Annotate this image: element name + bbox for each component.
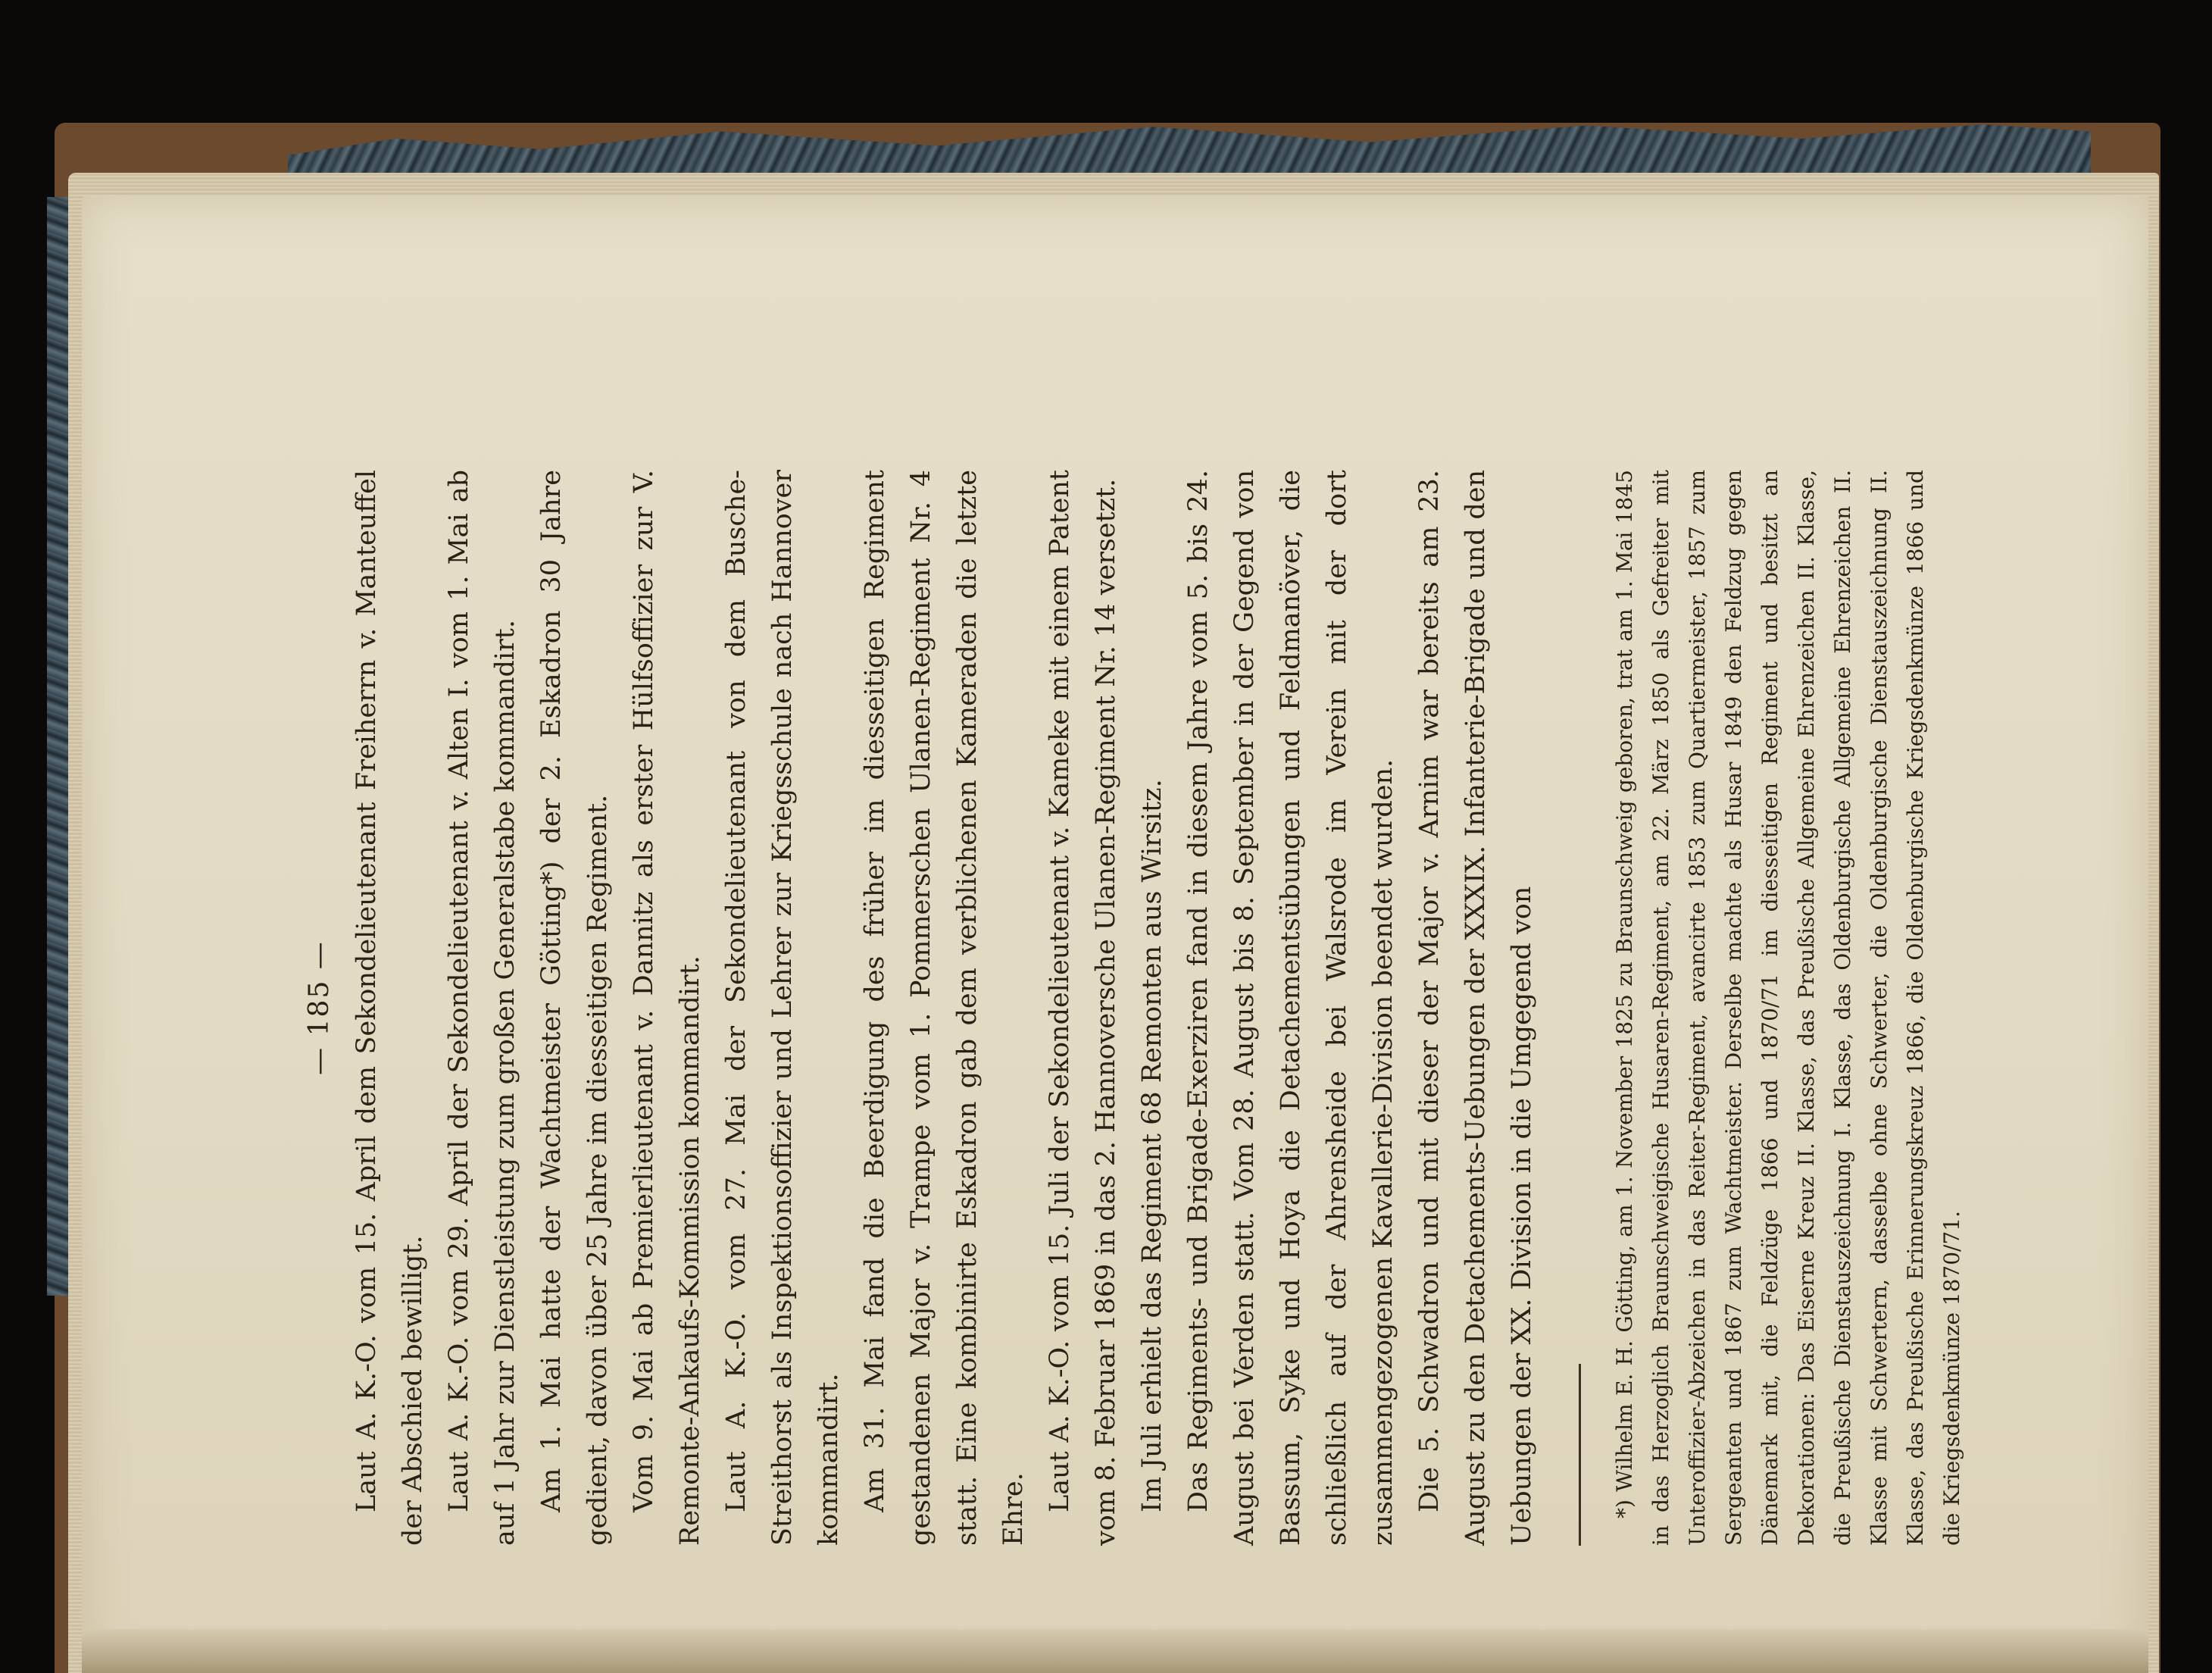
paragraph: Das Regiments- und Brigade-Exerziren fand in diesem Jahre vom 5. bis 24. August bei Verden statt. Vom 28. August bis 8. September in der Gegend von Bassum, Syke und Hoya die Detachementsübungen und Feldmanöver, die schließlich auf der Ahrensheide bei Walsrode im Verein mit der dort zusammengezogenen Kavallerie-Division beendet wurden. [1183,470,1398,1546]
rotated-text-block [295,470,1964,1546]
paragraph: Laut A. K.-O. vom 29. April der Sekondelieutenant v. Alten I. vom 1. Mai ab auf 1 Jahr zur Dienstleistung zum großen Generalstabe kommandirt. [444,470,520,1546]
footnote [1607,470,1970,1546]
paragraph: Laut A. K.-O. vom 15. April dem Sekondelieutenant Freiherrn v. Manteuffel der Abschied bewilligt. [351,470,428,1546]
page-number: — 185 — [304,940,335,1075]
footnote-rule [1579,1364,1581,1546]
footnote-text: *) Wilhelm E. H. Götting, am 1. November 1825 zu Braunschweig geboren, trat am 1. Mai 1845 in das Herzoglich Braunschweigische Husaren-Regiment, am 22. März 1850 als Gefreiter mit Unteroffizier-Abzeichen in das Reiter-Regiment, avancirte 1853 zum Quartiermeister, 1857 zum Sergeanten und 1867 zum Wachtmeister. Derselbe machte als Husar 1849 den Feldzug gegen Dänemark mit, die Feldzüge 1866 und 1870/71 im diesseitigen Regiment und besitzt an Dekorationen: Das Eiserne Kreuz II. Klasse, das Preußische Allgemeine Ehrenzeichen II. Klasse, die Preußische Dienstauszeichnung I. Klasse, das Oldenburgische Allgemeine Ehrenzeichen II. Klasse mit Schwertern, dasselbe ohne Schwerter, die Oldenburgische Dienstauszeichnung II. Klasse, das Preußische Erinnerungskreuz 1866, die Oldenburgische Kriegsdenkmünze 1866 und die Kriegsdenkmünze 1870/71. [1612,470,1964,1546]
page-gutter [82,1629,2148,1673]
body-text [344,470,1545,1546]
paragraph: Im Juli erhielt das Regiment 68 Remonten aus Wirsitz. [1137,779,1167,1512]
paragraph: Die 5. Schwadron und mit dieser der Major v. Arnim war bereits am 23. August zu den Detachements-Uebungen der XXXIX. Infanterie-Brigade und den Uebungen der XX. Division in die Umgegend von [1414,470,1537,1546]
paragraph: Am 31. Mai fand die Beerdigung des früher im diesseitigen Regiment gestandenen Major v. Trampe vom 1. Pommerschen Ulanen-Regiment Nr. 4 statt. Eine kombinirte Eskadron gab dem verblichenen Kameraden die letzte Ehre. [860,470,1029,1546]
paragraph: Laut A. K.-O. vom 15. Juli der Sekondelieutenant v. Kameke mit einem Patent vom 8. Februar 1869 in das 2. Hannoversche Ulanen-Regiment Nr. 14 versetzt. [1045,470,1121,1546]
paragraph: Laut A. K.-O. vom 27. Mai der Sekondelieutenant von dem Busche-Streithorst als Inspektionsoffizier und Lehrer zur Kriegsschule nach Hannover kommandirt. [721,470,844,1546]
paragraph: Vom 9. Mai ab Premierlieutenant v. Dannitz als erster Hülfsoffizier zur V. Remonte-Ankaufs-Kommission kommandirt. [629,470,705,1546]
paragraph: Am 1. Mai hatte der Wachtmeister Götting*) der 2. Eskadron 30 Jahre gedient, davon über 25 Jahre im diesseitigen Regiment. [536,470,613,1546]
